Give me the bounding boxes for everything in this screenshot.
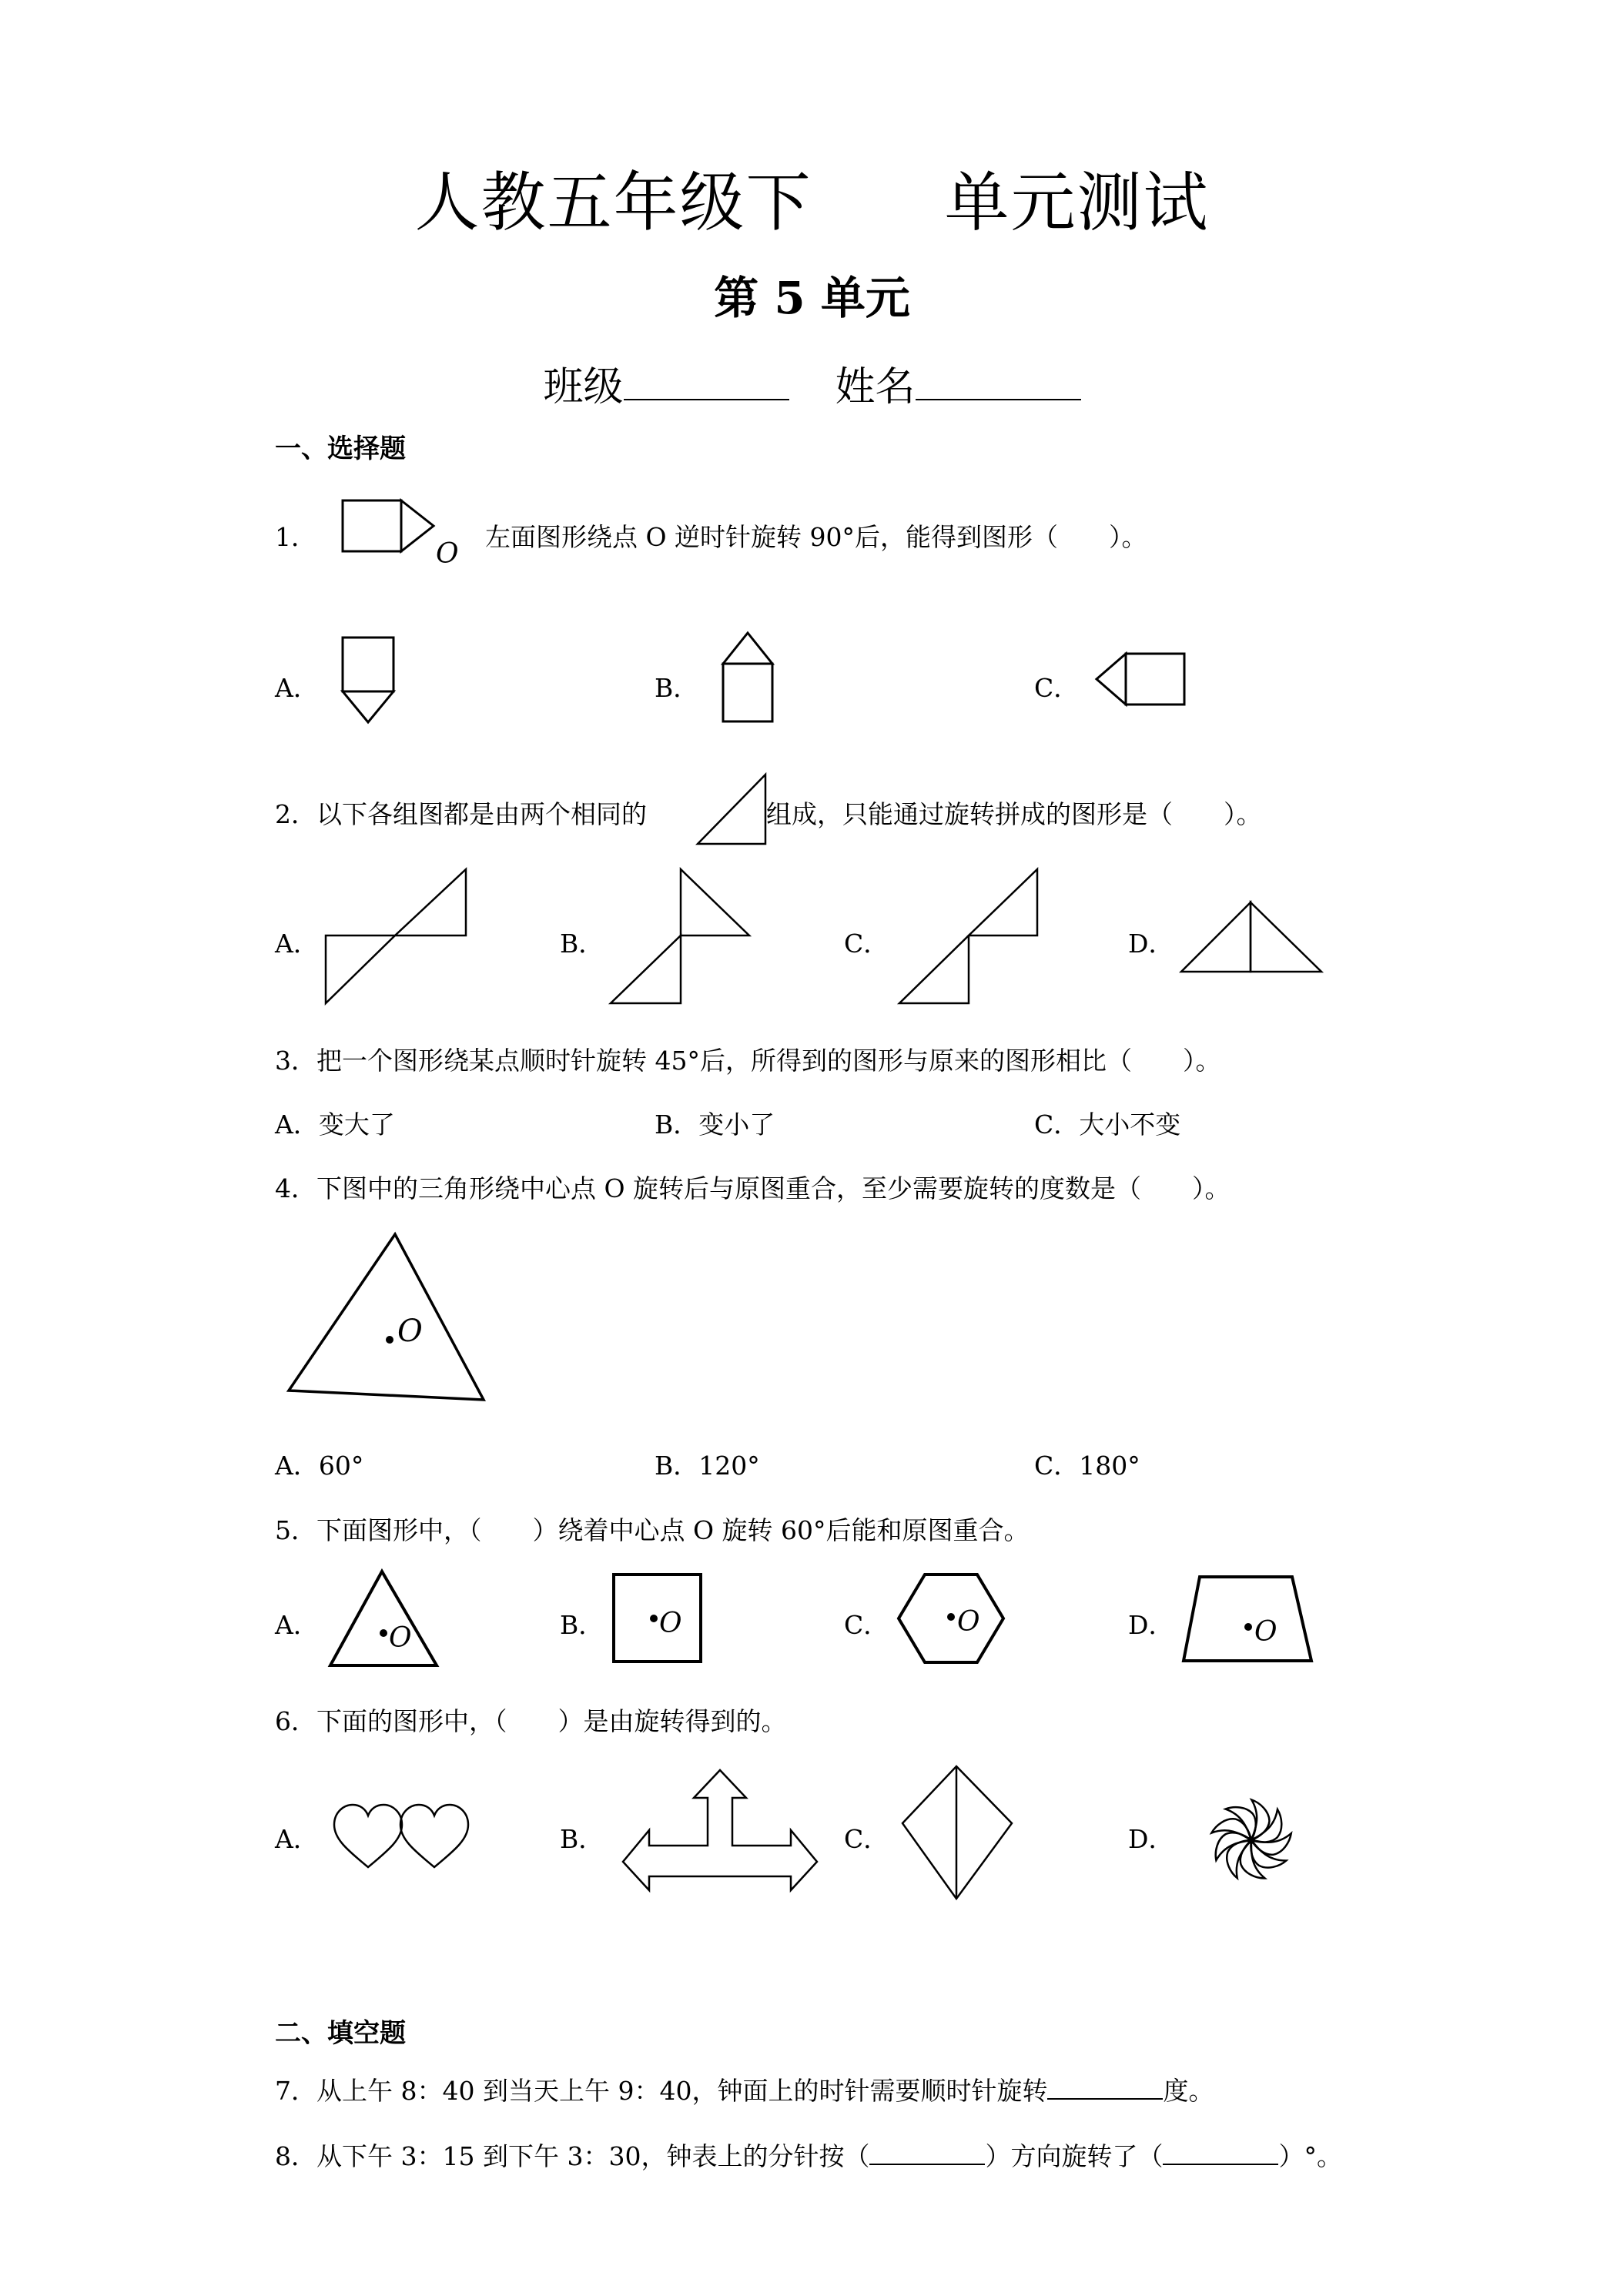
q2-option-b-figure[interactable]	[604, 866, 758, 1012]
class-label: 班级	[543, 364, 624, 410]
q5-option-c-label[interactable]: C．	[844, 1610, 889, 1640]
q1-number: 1．	[275, 522, 316, 552]
q8-direction-blank[interactable]	[869, 2164, 985, 2165]
q1-option-a-label[interactable]: A．	[275, 673, 319, 703]
q6-option-d-label[interactable]: D．	[1128, 1824, 1174, 1854]
q2-option-c-figure[interactable]	[893, 866, 1047, 1012]
q2-option-d-label[interactable]: D．	[1128, 929, 1174, 959]
q6-option-d-figure[interactable]	[1197, 1786, 1305, 1897]
q2-option-d-figure[interactable]	[1178, 899, 1328, 979]
class-name-line	[0, 354, 1624, 412]
q5c-point-o: O	[957, 1606, 980, 1638]
q2-option-a-label[interactable]: A．	[275, 929, 319, 959]
pinwheel-blade	[1212, 1828, 1251, 1869]
q5-option-a-label[interactable]: A．	[275, 1610, 319, 1640]
q2-text-after: 组成，只能通过旋转拼成的图形是（ ）。	[766, 799, 1262, 829]
q7-answer-blank[interactable]	[1047, 2098, 1163, 2100]
name-label: 姓名	[835, 364, 916, 410]
q1-text: 左面图形绕点 O 逆时针旋转 90°后，能得到图形（ ）。	[485, 522, 1147, 552]
q4-triangle-figure	[285, 1230, 493, 1414]
page-title: 人教五年级下 单元测试	[414, 165, 1210, 240]
q1-option-b-figure[interactable]	[720, 630, 782, 729]
q5-option-d-label[interactable]: D．	[1128, 1610, 1174, 1640]
q8-line	[275, 2137, 1342, 2173]
q5a-point-o: O	[389, 1622, 412, 1654]
q3-option-b[interactable]: B．变小了	[655, 1110, 775, 1140]
q6-option-a-label[interactable]: A．	[275, 1824, 319, 1854]
q5-option-b-figure[interactable]	[610, 1571, 706, 1670]
q7-text-after: 度。	[1163, 2076, 1214, 2106]
q2-option-a-figure[interactable]	[320, 866, 474, 1012]
q2-option-b-label[interactable]: B．	[560, 929, 604, 959]
q6-option-b-figure[interactable]	[620, 1767, 820, 1897]
q3-option-a[interactable]: A．变大了	[275, 1110, 395, 1140]
q2-text-before: 2．以下各组图都是由两个相同的	[275, 799, 647, 829]
q2-option-c-label[interactable]: C．	[844, 929, 889, 959]
q5b-point-o: O	[659, 1608, 682, 1639]
name-field[interactable]	[916, 399, 1081, 400]
q1-point-o: O	[436, 538, 459, 570]
q5-option-b-label[interactable]: B．	[560, 1610, 604, 1640]
q6-option-b-label[interactable]: B．	[560, 1824, 604, 1854]
q4-option-a[interactable]: A．60°	[275, 1451, 364, 1481]
q6-option-c-label[interactable]: C．	[844, 1824, 889, 1854]
q3-option-c[interactable]: C．大小不变	[1034, 1110, 1181, 1140]
section-fill: 二、填空题	[275, 2018, 406, 2049]
q7-line	[275, 2071, 1214, 2107]
q4-point-o: O	[397, 1314, 423, 1349]
q8-degree-blank[interactable]	[1163, 2164, 1278, 2165]
unit-subtitle: 第 5 单元	[714, 272, 910, 324]
q5-option-a-figure[interactable]	[326, 1567, 441, 1674]
class-field[interactable]	[624, 399, 789, 400]
q6-text: 6．下面的图形中，（ ）是由旋转得到的。	[275, 1706, 787, 1736]
q1-option-b-label[interactable]: B．	[655, 673, 699, 703]
q3-text: 3．把一个图形绕某点顺时针旋转 45°后，所得到的图形与原来的图形相比（ ）。	[275, 1046, 1221, 1076]
section-choice: 一、选择题	[275, 433, 406, 464]
q6-option-a-figure[interactable]	[331, 1802, 474, 1874]
q5d-point-o: O	[1254, 1616, 1277, 1648]
q7-text-before: 7．从上午 8：40 到当天上午 9：40，钟面上的时针需要顺时针旋转	[275, 2076, 1048, 2106]
q8-text-part3: ）°。	[1278, 2141, 1342, 2171]
q1-option-c-figure[interactable]	[1093, 651, 1190, 715]
q6-option-c-figure[interactable]	[899, 1763, 1015, 1905]
q1-figure	[339, 497, 462, 569]
q1-option-c-label[interactable]: C．	[1034, 673, 1080, 703]
q1-option-a-figure[interactable]	[340, 635, 402, 731]
q5-option-d-figure[interactable]	[1180, 1573, 1315, 1668]
q5-text: 5．下面图形中，（ ）绕着中心点 O 旋转 60°后能和原图重合。	[275, 1515, 1030, 1545]
q4-text: 4．下图中的三角形绕中心点 O 旋转后与原图重合，至少需要旋转的度数是（ ）。	[275, 1173, 1231, 1203]
q5-option-c-figure[interactable]	[896, 1571, 1007, 1670]
q2-triangle-figure	[695, 771, 772, 852]
q8-text-part1: 8．从下午 3：15 到下午 3：30，钟表上的分针按（	[275, 2141, 870, 2171]
q4-option-c[interactable]: C．180°	[1034, 1451, 1140, 1481]
q4-option-b[interactable]: B．120°	[655, 1451, 760, 1481]
q8-text-part2: ）方向旋转了（	[985, 2141, 1164, 2171]
